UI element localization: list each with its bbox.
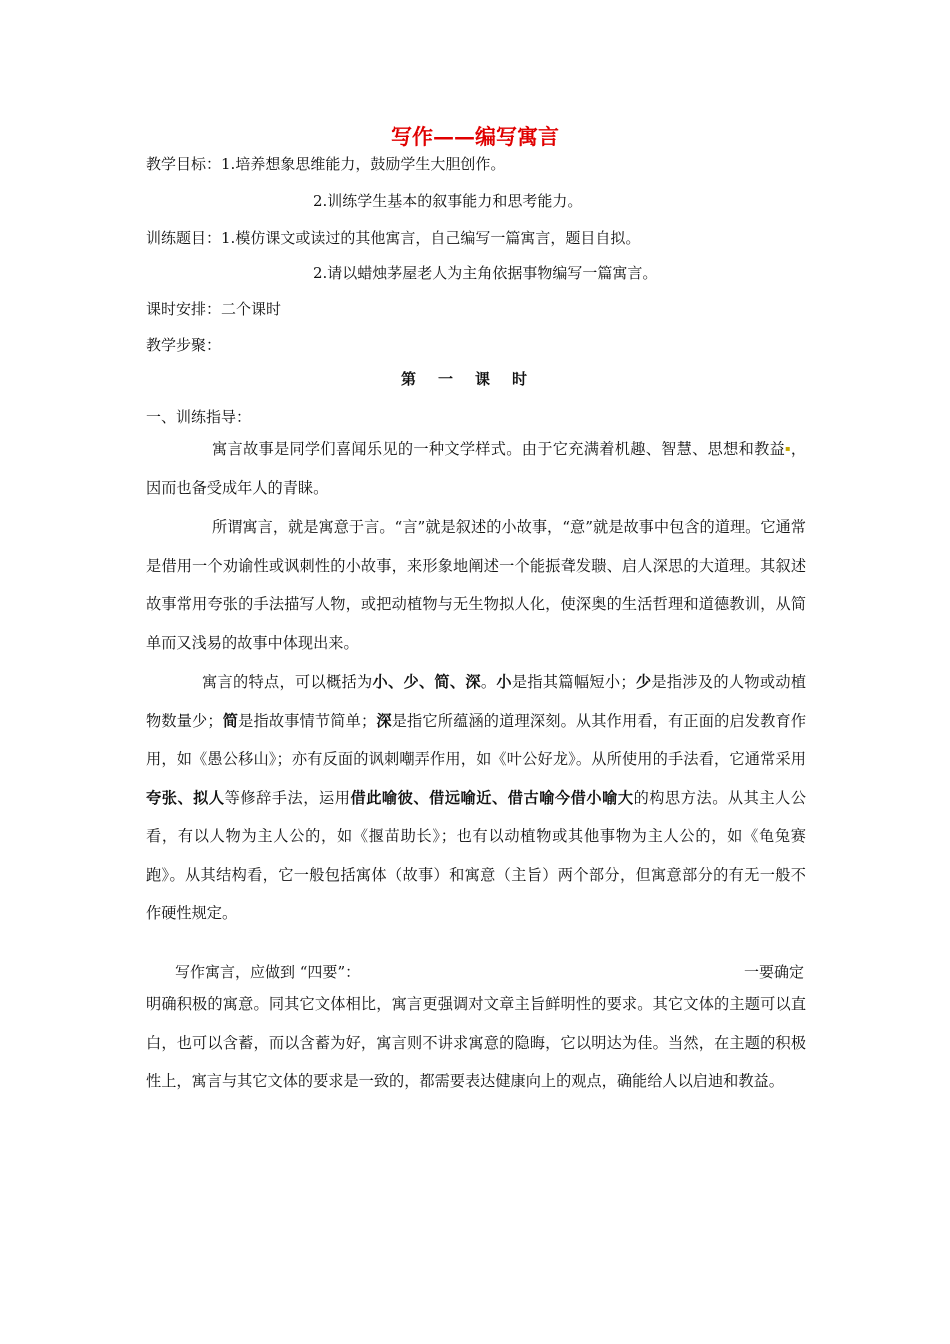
p3-bold-few: 少 [635, 673, 652, 691]
objective-2: 2.训练学生基本的叙事能力和思考能力。 [313, 192, 583, 210]
p3-bold-features: 小、少、简、深 [372, 673, 481, 691]
p3-text-4: 是指涉及的人物或动植物数量少； [146, 673, 807, 730]
p3-bold-methods: 借此喻彼、借远喻近、借古喻今借小喻大 [350, 788, 634, 807]
paragraph-4-right: 一要确定 [743, 963, 804, 981]
paragraph-1 [146, 430, 806, 507]
paragraph-1-end: ，因而也备受成年人的青睐。 [146, 440, 807, 497]
p3-text-3: 是指其篇幅短小； [511, 673, 636, 691]
p3-text-7: 等修辞手法，运用 [224, 788, 351, 807]
lesson-heading: 第一课时 [400, 370, 549, 388]
p3-bold-small: 小 [496, 673, 512, 691]
p3-bold-devices: 夸张、拟人 [146, 788, 225, 807]
p3-text-8: 的构思方法。从其主人公看，有以人物为主人公的，如《揠苗助长》；也有以动植物或其他事物为主人公的，如《龟兔赛跑》。从其结构看，它一般包括寓体（故事）和寓意（主旨）两个部分，但寓意部分的有无一般不作硬性规定。 [146, 788, 807, 922]
paragraph-2: 所谓寓言，就是寓意于言。“言”就是叙述的小故事，“意”就是故事中包含的道理。它通常是借用一个劝谕性或讽刺性的小故事，来形象地阐述一个能振聋发聩、启人深思的大道理。其叙述故事常用夸张的手法描写人物，或把动植物与无生物拟人化，使深奥的生活哲理和道德教训，从简单而又浅易的故事中体现出来。 [146, 518, 806, 652]
task-1: 1.模仿课文或读过的其他寓言，自己编写一篇寓言，题目自拟。 [221, 229, 641, 247]
paragraph-3 [146, 663, 806, 933]
schedule-line: 课时安排：二个课时 [146, 300, 282, 318]
p3-text-2: 。 [480, 673, 497, 691]
objectives-label: 教学目标： [146, 155, 222, 173]
p3-text-6: 是指它所蕴涵的道理深刻。从其作用看，有正面的启发教育作用，如《愚公移山》；亦有反面的讽刺嘲弄作用，如《叶公好龙》。从所使用的手法看，它通常采用 [146, 711, 807, 768]
p3-bold-simple: 简 [222, 711, 239, 730]
objective-1: 1.培养想象思维能力，鼓励学生大胆创作。 [221, 155, 506, 173]
p3-text-5: 是指故事情节简单； [238, 711, 377, 730]
paragraph-4: 明确积极的寓意。同其它文体相比，寓言更强调对文章主旨鲜明性的要求。其它文体的主题可以直白，也可以含蓄，而以含蓄为好，寓言则不讲求寓意的隐晦，它以明达为佳。当然，在主题的积极性上，寓言与其它文体的要求是一致的，都需要表达健康向上的观点，确能给人以启迪和教益。 [146, 995, 806, 1090]
paragraph-4-lead: 写作寓言，应做到 “四要”： [175, 963, 361, 981]
marker-dot: ▪ [785, 444, 791, 453]
task-2: 2.请以蜡烛茅屋老人为主角依据事物编写一篇寓言。 [313, 264, 658, 282]
objectives-line [146, 153, 505, 174]
paragraph-1-main: 寓言故事是同学们喜闻乐见的一种文学样式。由于它充满着机趣、智慧、思想和教益 [212, 440, 786, 458]
document-title: 写作——编写寓言 [391, 124, 559, 149]
p3-text-1: 寓言的特点，可以概括为 [202, 673, 373, 691]
steps-line: 教学步聚： [146, 336, 222, 354]
tasks-label: 训练题目： [146, 229, 222, 247]
tasks-line [146, 227, 640, 248]
p3-bold-deep: 深 [376, 711, 392, 730]
section-title: 一、训练指导： [146, 408, 252, 426]
